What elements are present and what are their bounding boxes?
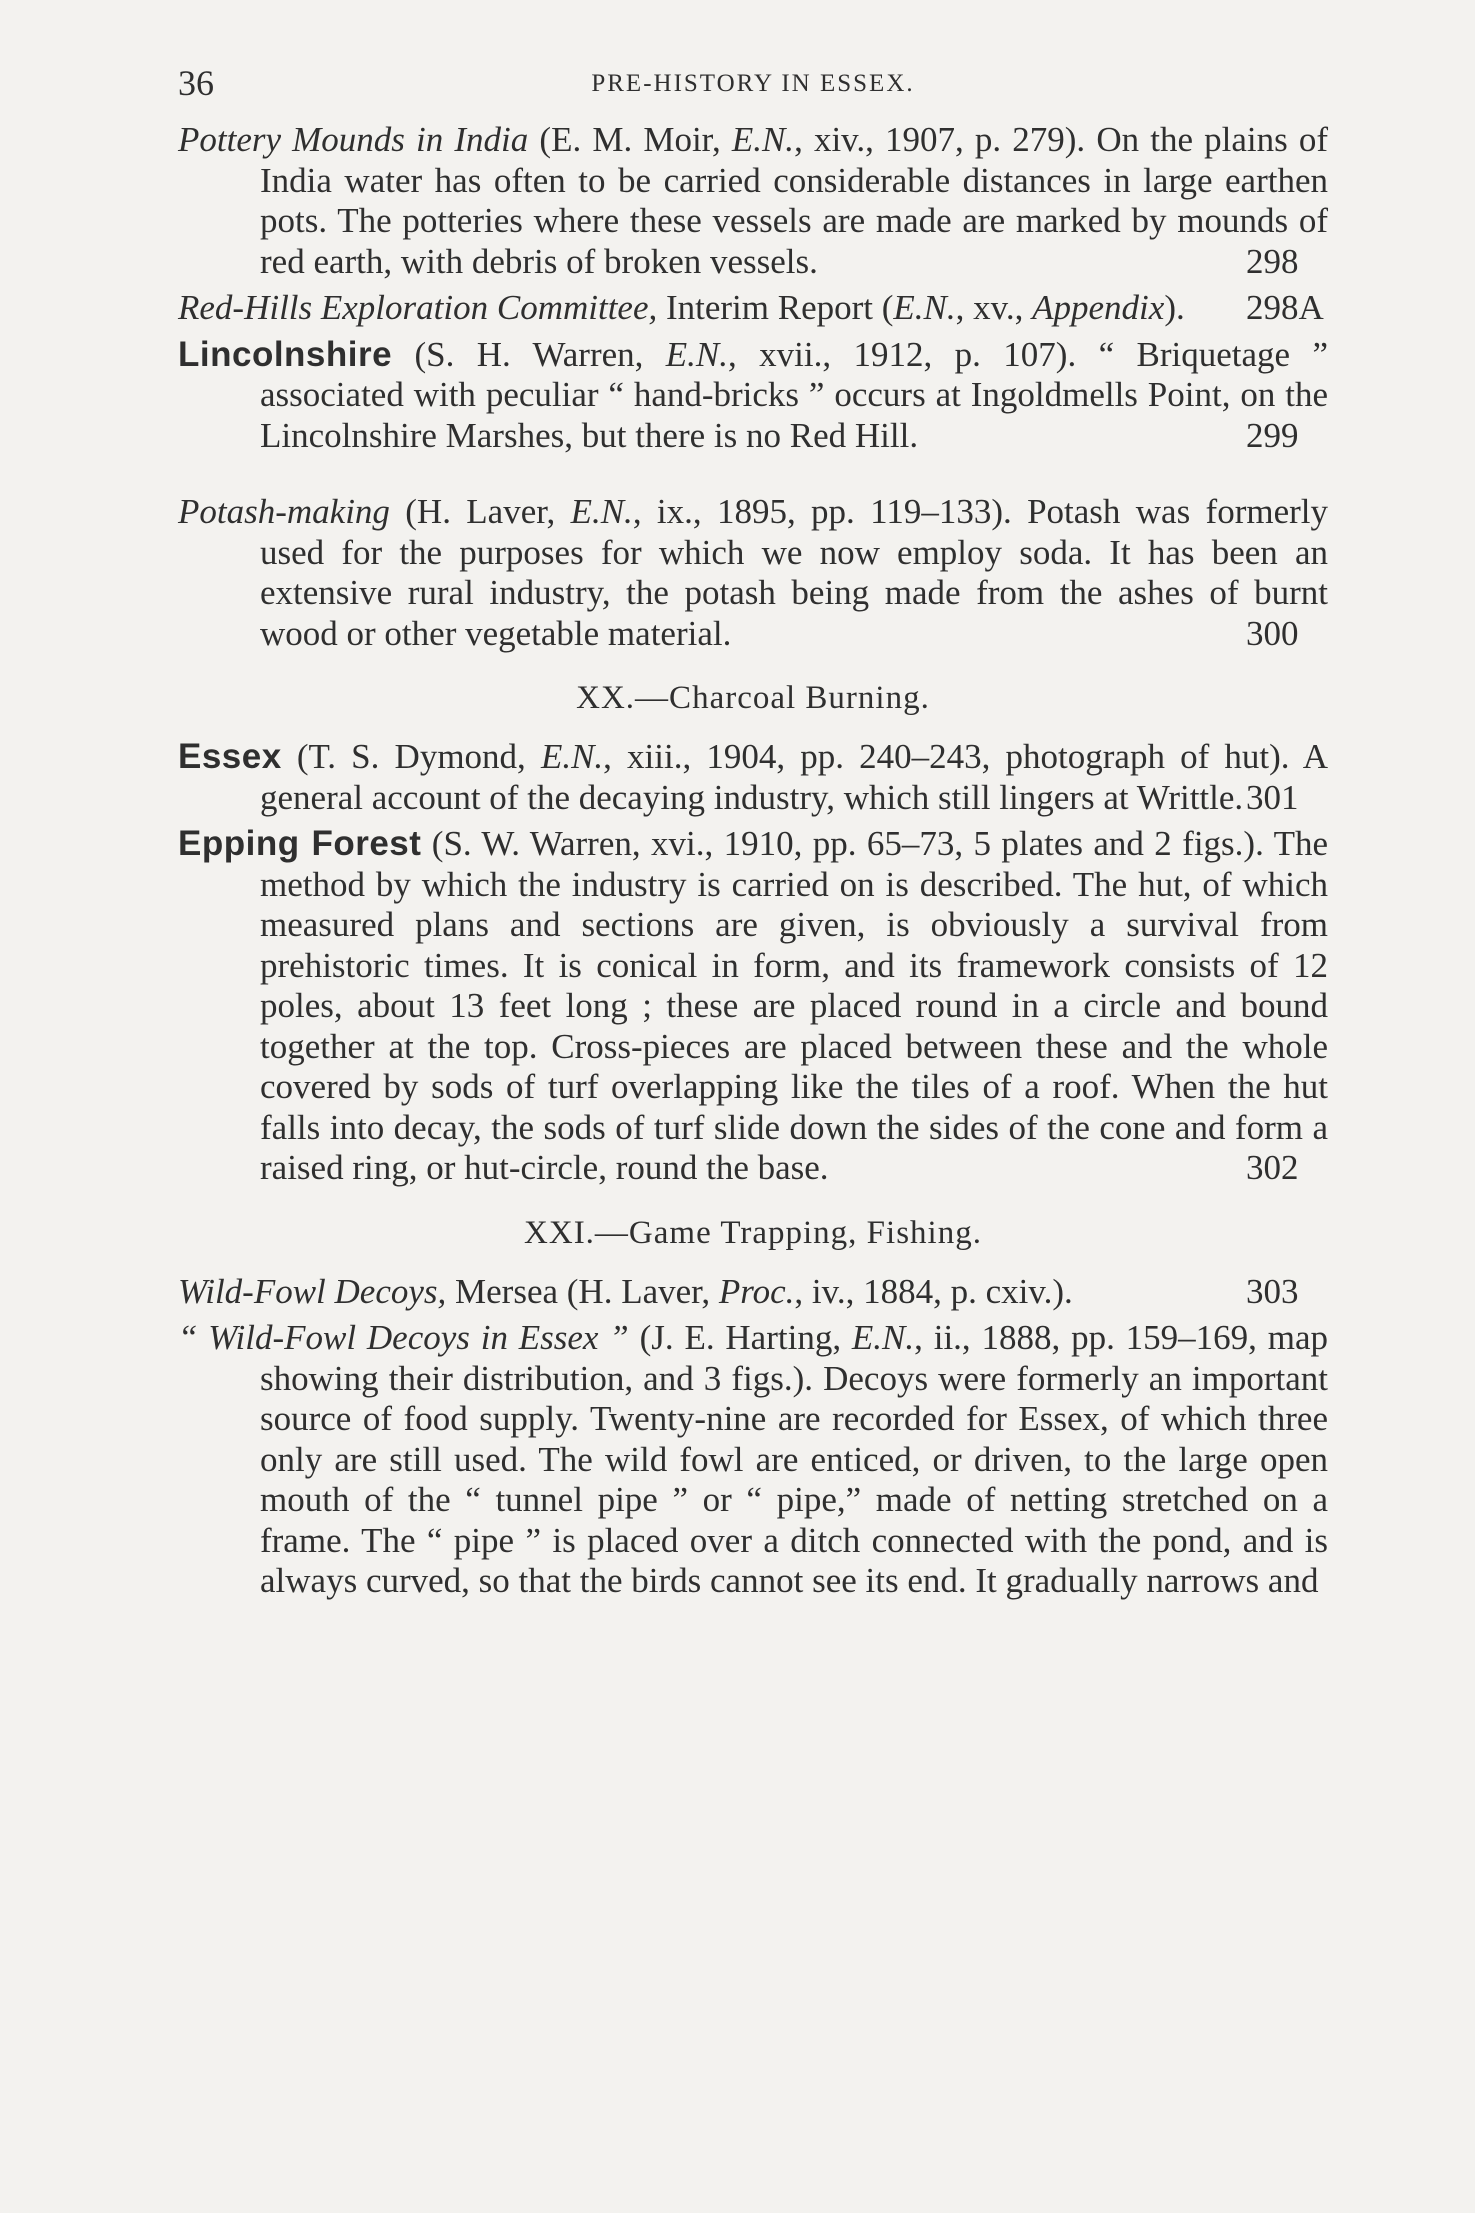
entry-298: Pottery Mounds in India (E. M. Moir, E.N., xiv., 1907, p. 279). On the plains of India water has often to be carried considerable distances in large earthen pots. The potteries where these vessels are made are marked by mounds of red earth, with debris of broken vessels. 298 bbox=[178, 120, 1328, 281]
entry-details: xvi., 1910, pp. 65–73, 5 plates and 2 figs.). The method by which the industry is carried on is described. The hut, of which measured plans and sections are given, is obviously a survival from prehistoric times. It is conical in form, and its framework consists of 12 poles, about 13 feet long ; these are placed round in a circle and bound together at the top. Cross-pieces are placed between these and the whole covered by sods of turf overlapping like the tiles of a roof. When the hut falls into decay, the sods of turf slide down the sides of the cone and form a raised ring, or hut-circle, round the base. bbox=[260, 824, 1328, 1187]
entry-details-2: ). bbox=[1164, 288, 1185, 327]
entry-heading: “ Wild-Fowl Decoys in Essex ” bbox=[178, 1318, 629, 1357]
entry-citation: (E. M. Moir, bbox=[528, 120, 732, 159]
running-header bbox=[178, 58, 1328, 120]
entry-heading: Red-Hills Exploration Committee, bbox=[178, 288, 658, 327]
entry-journal: E.N. bbox=[665, 334, 729, 374]
spacer bbox=[178, 462, 1328, 492]
entry-heading: Potash-making bbox=[178, 492, 390, 531]
entry-citation: (H. Laver, bbox=[389, 492, 571, 531]
entry-details: , ix., 1895, pp. 119–133). Potash was formerly used for the purposes for which we now employ soda. It has been an extensive rural industry, the potash being made from the ashes of burnt wood or other vegetable material. bbox=[260, 492, 1328, 653]
running-title: PRE-HISTORY IN ESSEX. bbox=[591, 70, 915, 97]
entry-303: Wild-Fowl Decoys, Mersea (H. Laver, Proc., iv., 1884, p. cxiv.). 303 bbox=[178, 1271, 1299, 1311]
entry-citation: Mersea (H. Laver, bbox=[446, 1271, 719, 1311]
entry-298a: Red-Hills Exploration Committee, Interim Report (E.N., xv., Appendix). 298A bbox=[178, 288, 1324, 327]
entry-details: , iv., 1884, p. cxiv.). bbox=[794, 1271, 1073, 1311]
section-heading-xx: XX.—Charcoal Burning. bbox=[576, 680, 930, 716]
entry-302: Epping Forest (S. W. Warren, xvi., 1910, pp. 65–73, 5 plates and 2 figs.). The method by which the industry is carried on is described. The hut, of which measured plans and sections are given, is obviously a survival from prehistoric times. It is conical in form, and its framework consists of 12 poles, about 13 feet long ; these are placed round in a circle and bound together at the top. Cross-pieces are placed between these and the whole covered by sods of turf overlapping like the tiles of a roof. When the hut falls into decay, the sods of turf slide down the sides of the cone and form a raised ring, or hut-circle, round the base. 302 bbox=[178, 824, 1328, 1187]
entry-extra: Appendix bbox=[1032, 288, 1165, 327]
entry-citation: (T. S. Dymond, bbox=[281, 737, 541, 776]
entry-details: , xvii., 1912, p. 107). “ Briquetage ” associated with peculiar “ hand-bricks ” occurs at Ingoldmells Point, on the Lincolnshire Marshes, but there is no Red Hill. bbox=[260, 334, 1328, 455]
entry-details: , xiv., 1907, p. 279). On the plains of India water has often to be carried considerable distances in large earthen pots. The potteries where these vessels are made are marked by mounds of red earth, with debris of broken vessels. bbox=[260, 120, 1328, 281]
section-heading-xxi: XXI.—Game Trapping, Fishing. bbox=[524, 1214, 982, 1251]
entry-300: Potash-making (H. Laver, E.N., ix., 1895, pp. 119–133). Potash was formerly used for the purposes for which we now employ soda. It has been an extensive rural industry, the potash being made from the ashes of burnt wood or other vegetable material. 300 bbox=[178, 492, 1328, 653]
entry-details: , ii., 1888, pp. 159–169, map showing their distribution, and 3 figs.). Decoys were formerly an important source of food supply. Twenty-nine are recorded for Essex, of which three only are still used. The wild fowl are enticed, or driven, to the large open mouth of the “ tunnel pipe ” or “ pipe,” made of netting stretched on a frame. The “ pipe ” is placed over a ditch connected with the pond, and is always curved, so that the birds cannot see its end. It gradually narrows and bbox=[260, 1318, 1328, 1600]
entry-details: , xiii., 1904, pp. 240–243, photograph of hut). A general account of the decaying industry, which still lingers at Writtle. bbox=[260, 737, 1329, 817]
entry-citation: (S. W. Warren, bbox=[421, 824, 651, 863]
page bbox=[178, 58, 1328, 1608]
entry-journal: E.N. bbox=[570, 492, 633, 531]
page-number: 36 bbox=[178, 63, 214, 103]
entry-journal: E.N. bbox=[540, 737, 604, 776]
entry-heading: Essex bbox=[178, 737, 282, 776]
entry-journal: E.N. bbox=[851, 1318, 915, 1357]
entry-citation: (S. H. Warren, bbox=[392, 334, 666, 374]
entry-heading: Epping Forest bbox=[178, 824, 422, 863]
entry-decoys-in-essex bbox=[178, 1318, 1328, 1602]
entry-heading: Wild-Fowl Decoys, bbox=[178, 1271, 447, 1311]
entry-journal: Proc. bbox=[718, 1271, 795, 1311]
entry-heading: Lincolnshire bbox=[178, 334, 393, 374]
entry-journal: E.N. bbox=[893, 288, 956, 327]
entry-journal: E.N. bbox=[731, 120, 795, 159]
entry-301: Essex (T. S. Dymond, E.N., xiii., 1904, pp. 240–243, photograph of hut). A general account of the decaying industry, which still lingers at Writtle. 301 bbox=[178, 737, 1329, 817]
entry-heading: Pottery Mounds in India bbox=[178, 120, 529, 159]
entry-citation: Interim Report ( bbox=[657, 288, 894, 327]
entry-citation: (J. E. Harting, bbox=[628, 1318, 852, 1357]
entry-details: , xv., bbox=[955, 288, 1033, 327]
entry-299: Lincolnshire (S. H. Warren, E.N., xvii., 1912, p. 107). “ Briquetage ” associated with peculiar “ hand-bricks ” occurs at Ingoldmells Point, on the Lincolnshire Marshes, but there is no Red Hill. 299 bbox=[178, 334, 1328, 455]
